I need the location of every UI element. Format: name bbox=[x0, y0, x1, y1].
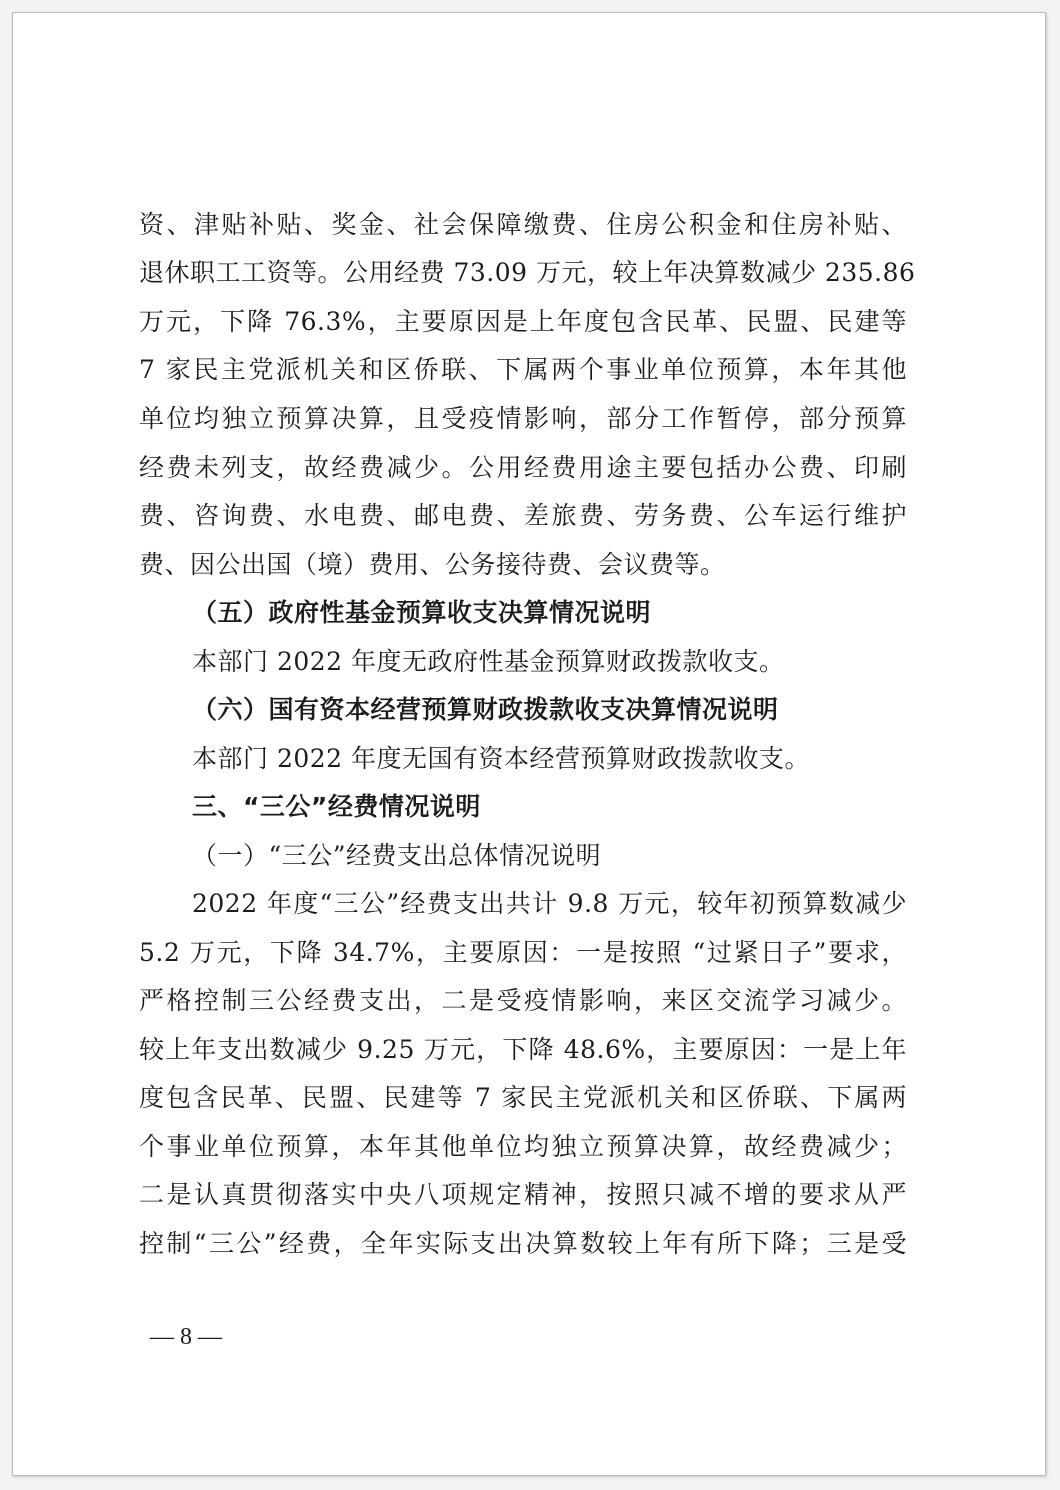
body-line: 万元，下降 76.3%，主要原因是上年度包含民革、民盟、民建等 bbox=[139, 307, 907, 336]
body-line: 控制“三公”经费，全年实际支出决算数较上年有所下降；三是受 bbox=[139, 1229, 907, 1258]
body-line: 本部门 2022 年度无政府性基金预算财政拨款收支。 bbox=[192, 647, 785, 676]
body-line: 较上年支出数减少 9.25 万元，下降 48.6%，主要原因：一是上年 bbox=[139, 1035, 907, 1064]
body-line: 经费未列支，故经费减少。公用经费用途主要包括办公费、印刷 bbox=[139, 453, 907, 482]
body-line: 退休职工工资等。公用经费 73.09 万元，较上年决算数减少 235.86 bbox=[139, 258, 916, 287]
body-line: 二是认真贯彻落实中央八项规定精神，按照只减不增的要求从严 bbox=[139, 1180, 907, 1209]
section-heading-five: （五）政府性基金预算收支决算情况说明 bbox=[192, 598, 652, 627]
section-heading-three: 三、“三公”经费情况说明 bbox=[192, 792, 481, 821]
body-line: 度包含民革、民盟、民建等 7 家民主党派机关和区侨联、下属两 bbox=[139, 1083, 907, 1112]
body-line: 7 家民主党派机关和区侨联、下属两个事业单位预算，本年其他 bbox=[139, 355, 907, 384]
body-line: 严格控制三公经费支出，二是受疫情影响，来区交流学习减少。 bbox=[139, 986, 907, 1015]
body-line: 2022 年度“三公”经费支出共计 9.8 万元，较年初预算数减少 bbox=[192, 889, 907, 918]
body-line: 费、咨询费、水电费、邮电费、差旅费、劳务费、公车运行维护 bbox=[139, 501, 907, 530]
section-heading-six: （六）国有资本经营预算财政拨款收支决算情况说明 bbox=[192, 695, 779, 724]
body-line: 本部门 2022 年度无国有资本经营预算财政拨款收支。 bbox=[192, 744, 811, 773]
body-line: 资、津贴补贴、奖金、社会保障缴费、住房公积金和住房补贴、 bbox=[139, 210, 907, 239]
body-line: 5.2 万元，下降 34.7%，主要原因：一是按照 “过紧日子”要求， bbox=[139, 938, 907, 967]
subsection-heading-one: （一）“三公”经费支出总体情况说明 bbox=[192, 841, 602, 870]
body-line: 个事业单位预算，本年其他单位均独立预算决算，故经费减少； bbox=[139, 1132, 907, 1161]
body-line: 单位均独立预算决算，且受疫情影响，部分工作暂停，部分预算 bbox=[139, 404, 907, 433]
body-line: 费、因公出国（境）费用、公务接待费、会议费等。 bbox=[139, 550, 726, 579]
page-number: — 8 — bbox=[150, 1324, 222, 1350]
